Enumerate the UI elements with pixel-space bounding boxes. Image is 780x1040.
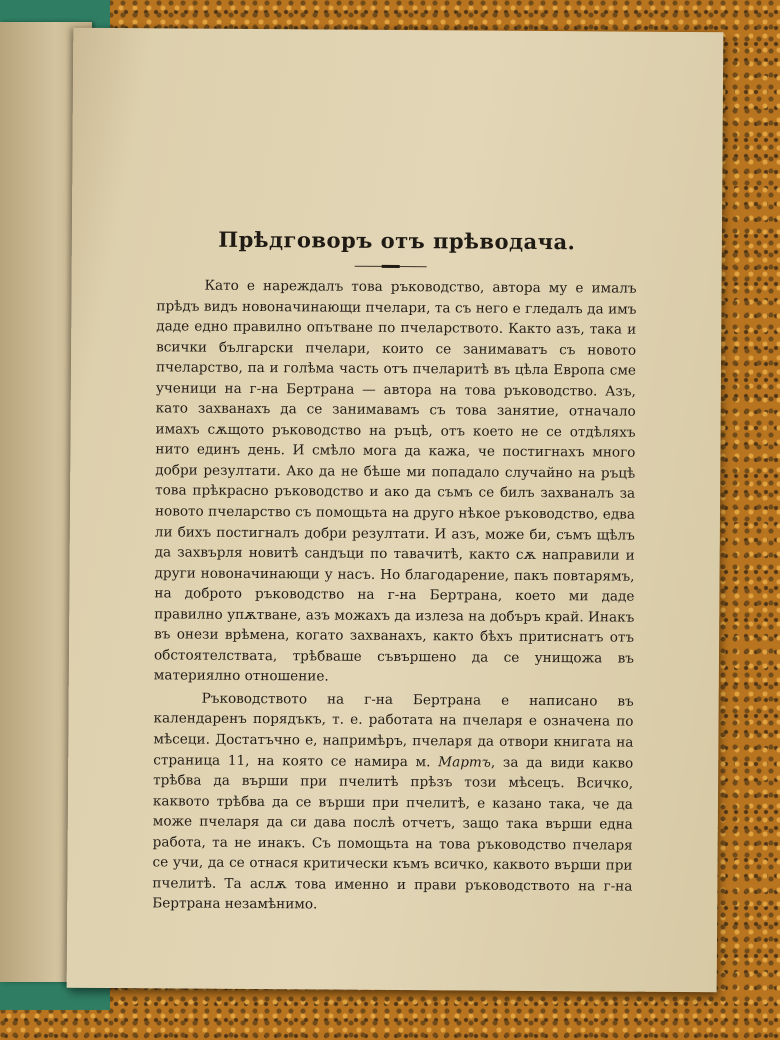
paragraph-2-italic-month: Мартъ bbox=[438, 753, 491, 771]
title-divider-mark bbox=[382, 265, 400, 268]
page-title: Прѣдговоръ отъ прѣводача. bbox=[218, 226, 576, 255]
book-page bbox=[67, 28, 724, 993]
paragraph-1 bbox=[154, 275, 637, 689]
paragraph-1-text: Като е нареждалъ това ръководство, автора му е ималъ прѣдъ видъ новоначинающи пчелари, та съ него е гледалъ да имъ даде едно правилно опътване по пчеларството. Както азъ, така и всички български пчелари, които се занимаватъ съ новото пчеларство, па и голѣма часть отъ пчеларитѣ въ цѣла Европа сме ученици на г-на Бертрана — автора на това ръководство. Азъ, като захванахъ да се занимавамъ съ това занятие, отначало имахъ сѫщото ръководство на ръцѣ, отъ което не се отдѣляхъ нито единъ день. И смѣло мога да кажа, че постигнахъ много добри резултати. Ако да не бѣше ми попадало случайно на ръцѣ това прѣкрасно ръководство и ако да съмъ се билъ захваналъ за новото пчеларство съ помощьта на друго нѣкое ръководство, едва ли бихъ постигналъ добри резултати. И азъ, може би, съмъ щѣлъ да захвърля новитѣ сандъци по тавачитѣ, както сѫ направили и други новоначинающи у насъ. Но благодарение, пакъ повтарямъ, на доброто ръководство на г-на Бертрана, което ми даде правилно упѫтване, азъ можахъ да излеза на добъръ край. Инакъ въ онези врѣмена, когато захванахъ, както бѣхъ притиснатъ отъ обстоятелствата, трѣбваше съвършено да се унищожа въ материялно отношение. bbox=[153, 277, 637, 685]
paragraph-2-text-start: Ръководството на г-на Бертрана е написано въ календаренъ порядъкъ, т. е. работата на пчеларя е означена по мѣсеци. Достатъчно е, напримѣръ, пчеларя да отвори книгата на страница 11, на която се намира м. bbox=[153, 690, 634, 770]
body-text bbox=[152, 275, 636, 917]
paragraph-2-text-end: , за да види какво трѣбва да върши при пчелитѣ прѣзъ този мѣсецъ. Всичко, каквото трѣбва да се върши при пчелитѣ, е казано така, че да може пчеларя да си дава послѣ отчетъ, защо така върши една работа, та не инакъ. Съ помощьта на това ръководство пчеларя се учи, да се отнася критически къмъ всичко, каквото върши при пчелитѣ. Та аслѫ това именно и прави ръководството на г-на Бертрана незамѣнимо. bbox=[152, 754, 634, 913]
paragraph-2 bbox=[152, 688, 634, 917]
